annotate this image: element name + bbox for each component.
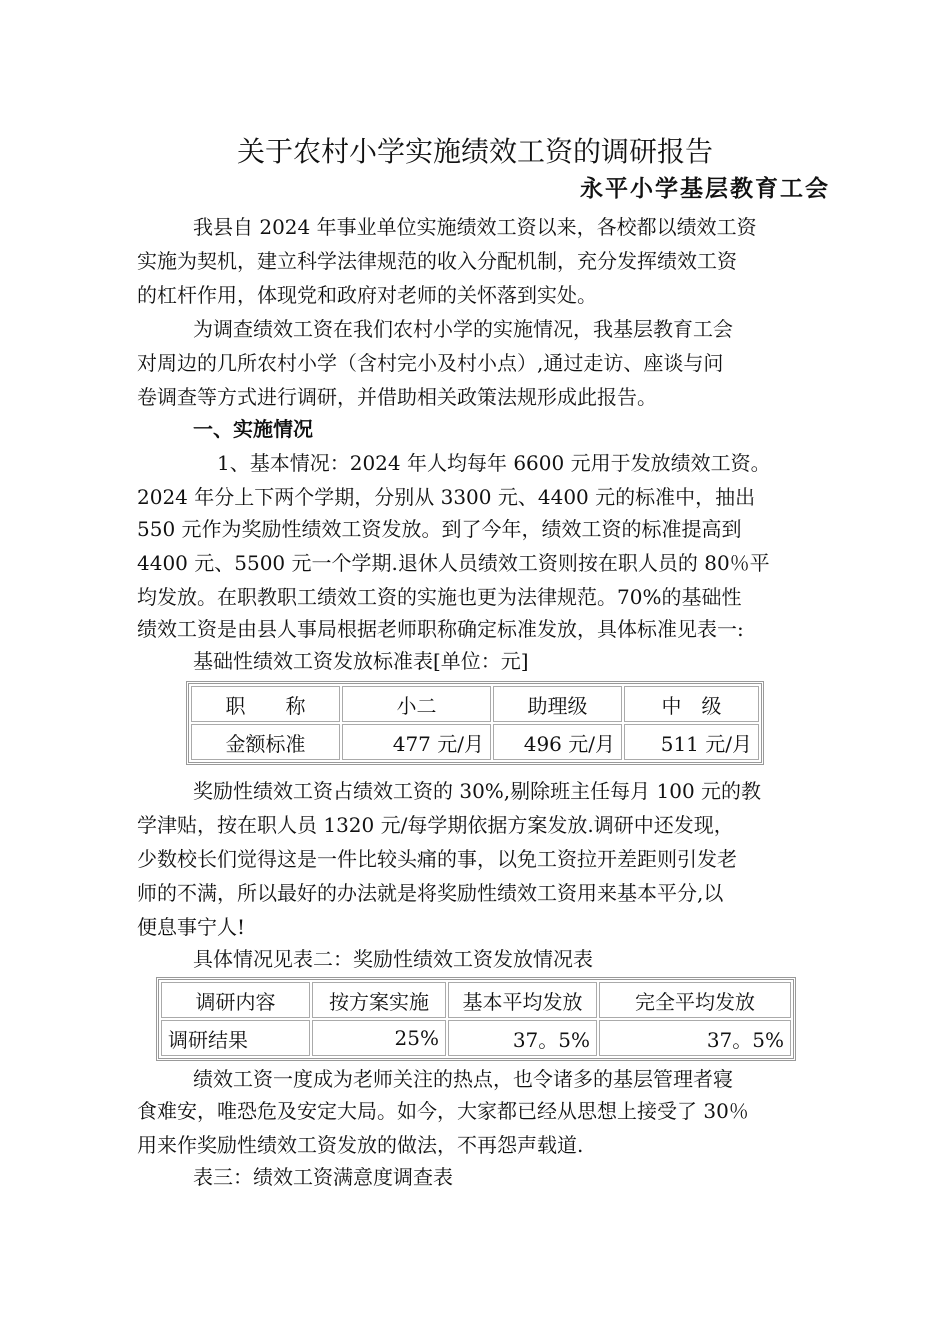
paragraph-line: 1、基本情况：2024 年人均每年 6600 元用于发放绩效工资。 bbox=[217, 451, 771, 475]
paragraph-line: 对周边的几所农村小学（含村完小及村小点）,通过走访、座谈与问 bbox=[137, 351, 724, 375]
table-header-cell: 小二 bbox=[342, 686, 491, 722]
table-header-cell: 助理级 bbox=[493, 686, 622, 722]
paragraph-line: 学津贴，按在职人员 1320 元/每学期依据方案发放.调研中还发现， bbox=[137, 813, 734, 837]
table-caption: 基础性绩效工资发放标准表[单位：元] bbox=[193, 649, 529, 673]
table-cell: 37。5% bbox=[599, 1020, 791, 1056]
table-header-cell: 按方案实施 bbox=[312, 982, 446, 1018]
paragraph-line: 实施为契机，建立科学法律规范的收入分配机制，充分发挥绩效工资 bbox=[137, 249, 737, 273]
paragraph-line: 4400 元、5500 元一个学期.退休人员绩效工资则按在职人员的 80％平 bbox=[137, 551, 770, 575]
table-header-cell: 职 称 bbox=[191, 686, 340, 722]
report-author: 永平小学基层教育工会 bbox=[580, 175, 830, 202]
report-title: 关于农村小学实施绩效工资的调研报告 bbox=[236, 135, 713, 168]
section-heading: 一、实施情况 bbox=[193, 417, 313, 441]
paragraph-line: 绩效工资是由县人事局根据老师职称确定标准发放，具体标准见表一: bbox=[137, 617, 744, 641]
paragraph-line: 我县自 2024 年事业单位实施绩效工资以来，各校都以绩效工资 bbox=[193, 215, 757, 239]
table-cell: 511 元/月 bbox=[624, 724, 759, 760]
paragraph-line: 用来作奖励性绩效工资发放的做法，不再怨声载道. bbox=[137, 1133, 584, 1157]
table-cell: 调研结果 bbox=[161, 1020, 310, 1056]
table-caption: 表三：绩效工资满意度调查表 bbox=[193, 1165, 453, 1189]
paragraph-line: 卷调查等方式进行调研，并借助相关政策法规形成此报告。 bbox=[137, 385, 657, 409]
paragraph-line: 均发放。在职教职工绩效工资的实施也更为法律规范。70%的基础性 bbox=[137, 585, 742, 609]
paragraph-line: 的杠杆作用，体现党和政府对老师的关怀落到实处。 bbox=[137, 283, 597, 307]
table-incentive-distribution bbox=[156, 977, 796, 1061]
paragraph-line: 550 元作为奖励性绩效工资发放。到了今年，绩效工资的标准提高到 bbox=[137, 517, 742, 541]
paragraph-line: 食难安，唯恐危及安定大局。如今，大家都已经从思想上接受了 30％ bbox=[137, 1099, 749, 1123]
paragraph-line: 绩效工资一度成为老师关注的热点，也令诸多的基层管理者寝 bbox=[193, 1067, 733, 1091]
table-cell: 金额标准 bbox=[191, 724, 340, 760]
table-cell: 477 元/月 bbox=[342, 724, 491, 760]
table-caption: 具体情况见表二：奖励性绩效工资发放情况表 bbox=[193, 947, 593, 971]
table-header-cell: 完全平均发放 bbox=[599, 982, 791, 1018]
table-cell: 25% bbox=[312, 1020, 446, 1056]
paragraph-line: 便息事宁人! bbox=[137, 915, 246, 939]
paragraph-line: 2024 年分上下两个学期，分别从 3300 元、4400 元的标准中，抽出 bbox=[137, 485, 756, 509]
table-basic-standard bbox=[186, 681, 764, 765]
table-header-cell: 调研内容 bbox=[161, 982, 310, 1018]
table-cell: 496 元/月 bbox=[493, 724, 622, 760]
paragraph-line: 少数校长们觉得这是一件比较头痛的事，以免工资拉开差距则引发老 bbox=[137, 847, 737, 871]
table-cell: 37。5% bbox=[448, 1020, 597, 1056]
paragraph-line: 奖励性绩效工资占绩效工资的 30%,剔除班主任每月 100 元的教 bbox=[193, 779, 762, 803]
table-header-cell: 基本平均发放 bbox=[448, 982, 597, 1018]
table-header-cell: 中 级 bbox=[624, 686, 759, 722]
paragraph-line: 为调查绩效工资在我们农村小学的实施情况，我基层教育工会 bbox=[193, 317, 733, 341]
paragraph-line: 师的不满，所以最好的办法就是将奖励性绩效工资用来基本平分,以 bbox=[137, 881, 724, 905]
